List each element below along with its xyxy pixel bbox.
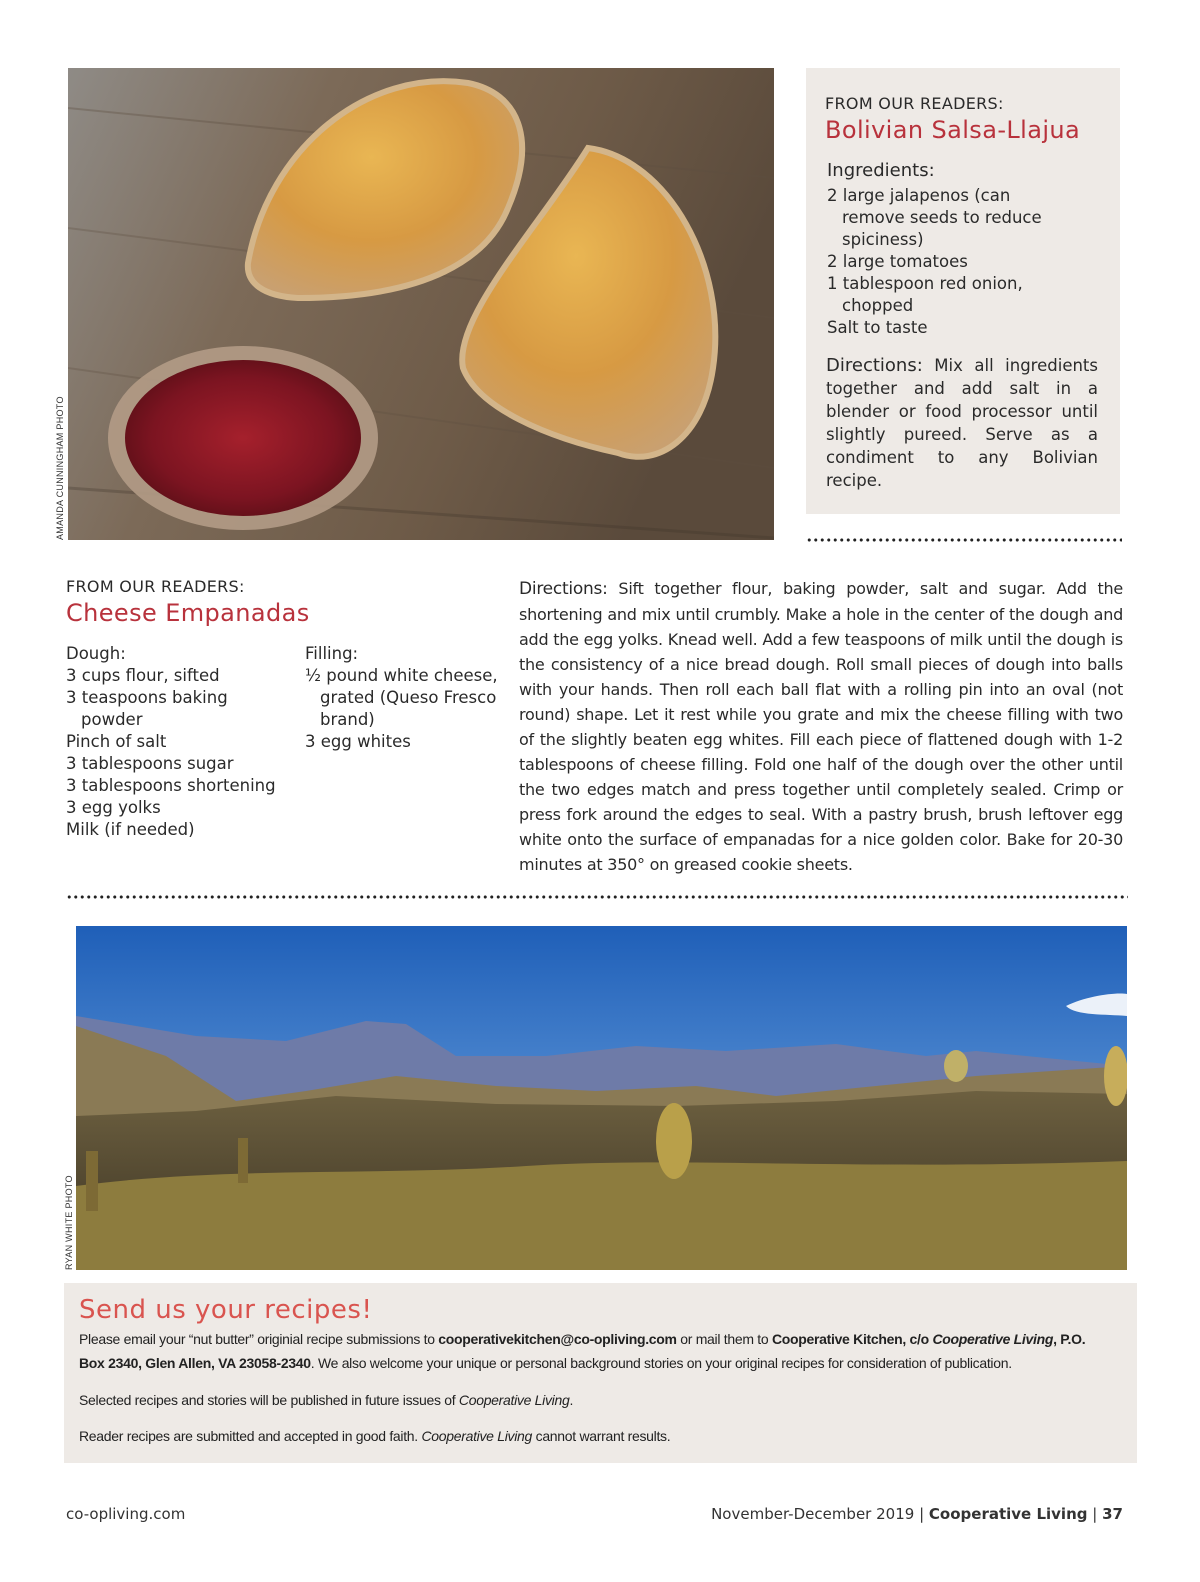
list-item: 1 tablespoon red onion, chopped [827, 274, 1023, 315]
submit-text: Reader recipes are submitted and accepted in good faith. [79, 1428, 422, 1444]
dough-label: Dough: [66, 644, 126, 663]
footer-issue-line [711, 1505, 1123, 1523]
salsa-ingredients-label: Ingredients: [827, 160, 935, 181]
footer-magazine: Cooperative Living [928, 1505, 1088, 1523]
submit-address-b: , P.O. Box 2340, Glen Allen, VA 23058-2340 [79, 1331, 1086, 1371]
submit-publication: Cooperative Living [458, 1392, 570, 1408]
submit-text: . [569, 1392, 574, 1408]
list-item: Milk (if needed) [66, 820, 195, 839]
salsa-recipe-box [806, 68, 1120, 514]
submit-text: or mail them to [676, 1331, 772, 1347]
salsa-ingredients-list [827, 185, 1077, 339]
salsa-directions-label: Directions: [826, 355, 923, 376]
footer-separator: | [1092, 1505, 1098, 1523]
submit-address-publication: Cooperative Living [932, 1331, 1054, 1347]
list-item: Salt to taste [827, 318, 928, 337]
empanadas-directions-text: Sift together flour, baking powder, salt and sugar. Add the shortening and mix until crumbly. Make a hole in the center of the dough and add the egg yolks. Knead well. Add a few teaspoons of milk until the dough is the consistency of a nice bread dough. Roll small pieces of dough into balls with your hands. Then roll each ball flat with a rolling pin into an oval (not round) shape. Let it rest while you grate and mix the cheese filling with two of the slightly beaten egg whites. Fill each piece of flattened dough with 1-2 tablespoons of cheese filling. Fold one half of the dough over the other until the two edges match and press together until completely sealed. Crimp or press fork around the edges to seal. With a pastry brush, brush leftover egg white onto the surface of empanadas for a nice golden color. Bake for 20-30 minutes at 350° on greased cookie sheets. [519, 579, 1124, 874]
filling-label: Filling: [305, 644, 359, 663]
photo-credit-top: AMANDA CUNNINGHAM PHOTO [55, 396, 65, 540]
submit-paragraph-3 [79, 1424, 1089, 1448]
submit-text: Please email your “nut butter” originial recipe submissions to [79, 1331, 439, 1347]
empanadas-kicker: FROM OUR READERS: [66, 577, 245, 596]
submit-text: . We also welcome your unique or personal background stories on your original recipes for consideration of publication. [310, 1355, 1012, 1371]
list-item: 3 tablespoons sugar [66, 754, 234, 773]
list-item: 3 cups flour, sifted [66, 666, 220, 685]
salsa-directions [826, 354, 1098, 492]
empanadas-directions-label: Directions: [519, 579, 608, 599]
divider-dots-top [806, 538, 1122, 542]
divider-dots-bottom [66, 895, 1128, 899]
list-item: ½ pound white cheese, grated (Queso Fresco brand) [305, 666, 498, 729]
list-item: 3 egg whites [305, 732, 411, 751]
submit-text: Selected recipes and stories will be published in future issues of [79, 1392, 459, 1408]
list-item: 3 teaspoons baking powder [66, 688, 228, 729]
page-number: 37 [1102, 1505, 1123, 1523]
submit-paragraph-2 [79, 1388, 1089, 1412]
filling-list [305, 665, 505, 753]
empanadas-photo [68, 68, 774, 540]
salsa-directions-text: Mix all ingredients together and add salt in a blender or food processor until slightly pureed. Serve as a condiment to any Bolivian recipe. [826, 356, 1098, 490]
submit-text: cannot warrant results. [532, 1428, 671, 1444]
submission-box [64, 1283, 1137, 1463]
salsa-kicker: FROM OUR READERS: [825, 94, 1004, 113]
landscape-photo [76, 926, 1127, 1270]
list-item: Pinch of salt [66, 732, 167, 751]
footer-site[interactable]: co-opliving.com [66, 1505, 186, 1523]
submit-email-link[interactable]: cooperativekitchen@co-opliving.com [438, 1331, 677, 1347]
list-item: 3 egg yolks [66, 798, 161, 817]
submit-address-a: Cooperative Kitchen, c/o [771, 1331, 933, 1347]
submit-heading: Send us your recipes! [79, 1295, 373, 1325]
dough-list [66, 665, 286, 841]
salsa-title: Bolivian Salsa-Llajua [825, 116, 1081, 144]
list-item: 2 large jalapenos (can remove seeds to reduce spiciness) [827, 186, 1042, 249]
footer-issue: November-December 2019 [711, 1505, 915, 1523]
footer-separator: | [919, 1505, 925, 1523]
submit-publication: Cooperative Living [421, 1428, 533, 1444]
submit-paragraph-1 [79, 1327, 1089, 1375]
list-item: 3 tablespoons shortening [66, 776, 276, 795]
list-item: 2 large tomatoes [827, 252, 968, 271]
empanadas-directions [519, 576, 1123, 877]
empanadas-title: Cheese Empanadas [66, 599, 310, 627]
photo-credit-bottom: RYAN WHITE PHOTO [64, 1175, 74, 1270]
